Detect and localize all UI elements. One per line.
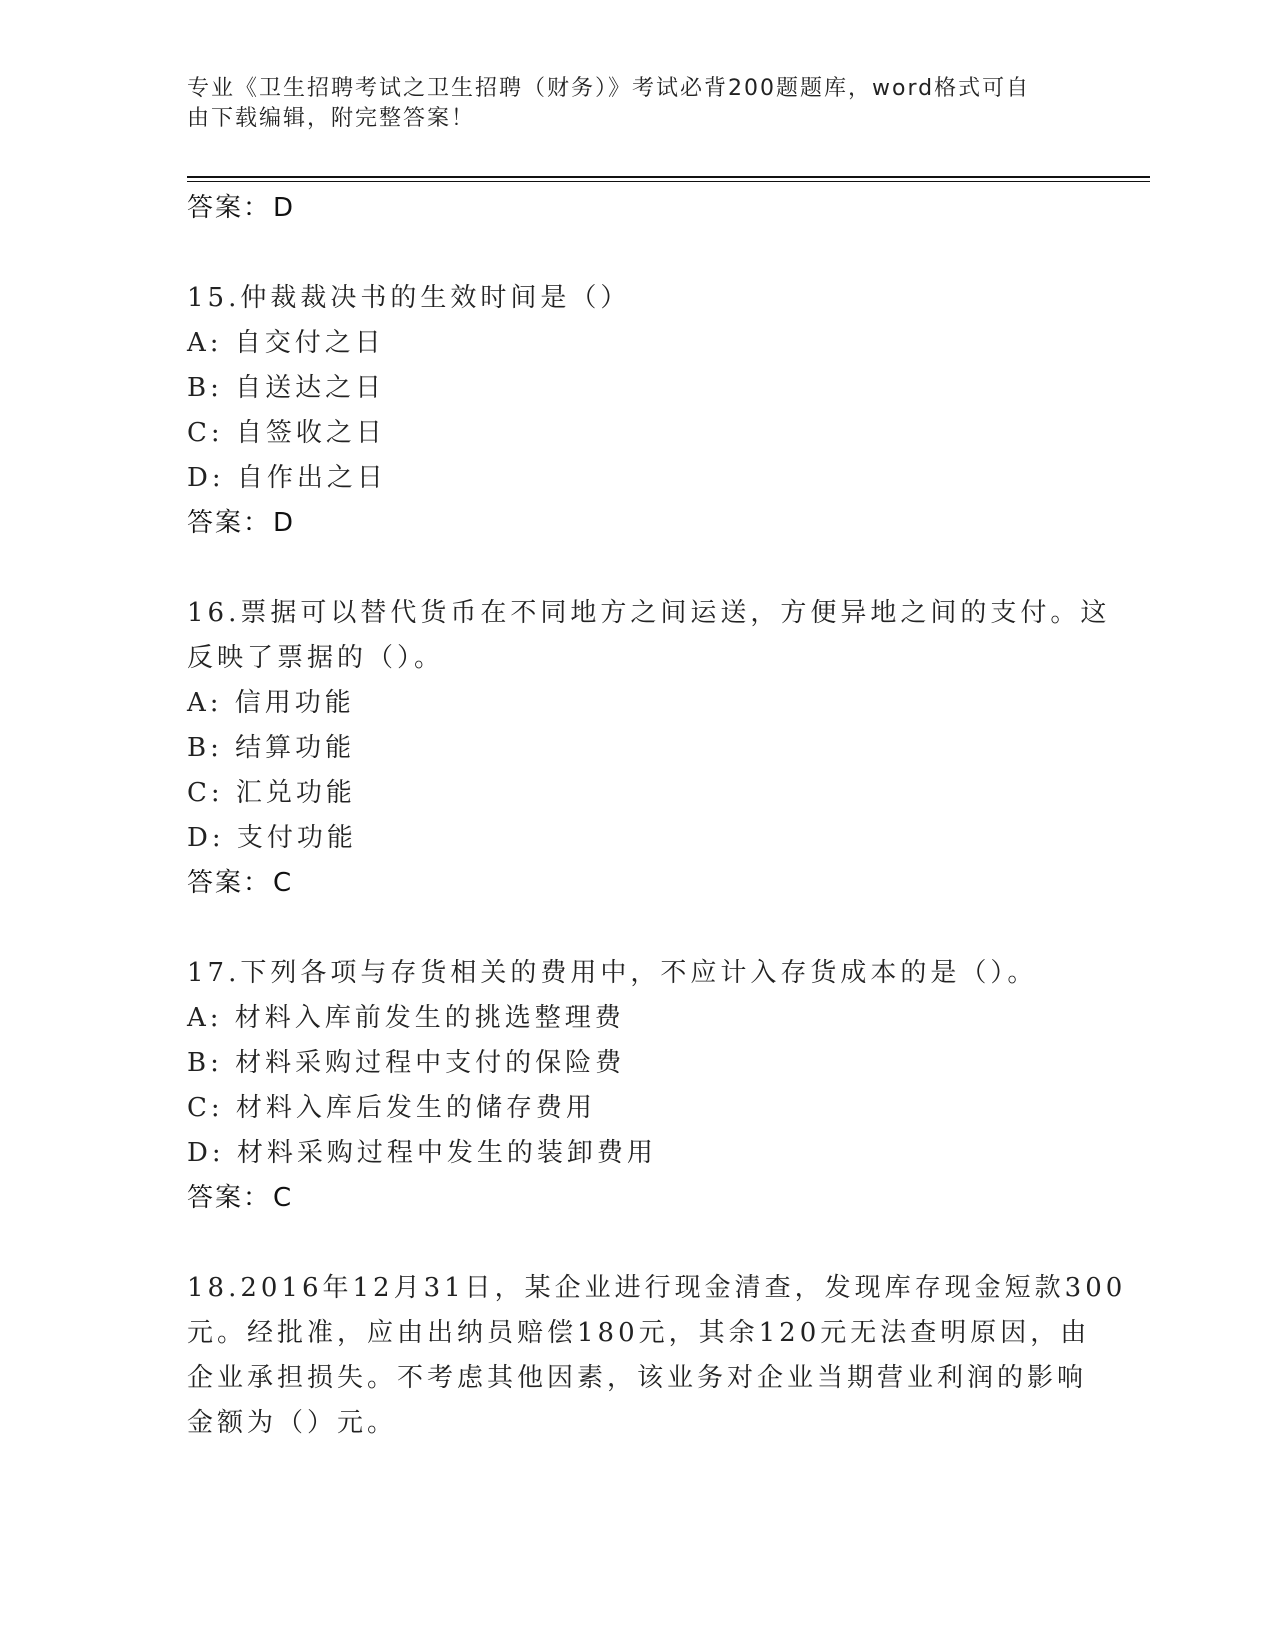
spacer xyxy=(187,1221,1087,1266)
question-stem-line: 17.下列各项与存货相关的费用中，不应计入存货成本的是（）。 xyxy=(187,958,1038,988)
header-line-1: 专业《卫生招聘考试之卫生招聘（财务）》考试必背200题题库，word格式可自 xyxy=(187,76,1031,101)
answer-line xyxy=(187,861,1087,906)
answer-line xyxy=(187,501,1087,546)
question-stem-line: 16.票据可以替代货币在不同地方之间运送，方便异地之间的支付。这 xyxy=(187,598,1111,628)
answer-line xyxy=(187,1176,1087,1221)
answer-option: A: 自交付之日 xyxy=(187,328,385,358)
answer-value: C xyxy=(273,868,294,898)
header-line-2: 由下载编辑，附完整答案！ xyxy=(187,106,476,131)
answer-option: C: 自签收之日 xyxy=(187,418,386,448)
answer-value: D xyxy=(273,508,296,538)
answer-option: B: 自送达之日 xyxy=(187,373,386,403)
question-stem-line: 企业承担损失。不考虑其他因素，该业务对企业当期营业利润的影响 xyxy=(187,1363,1088,1393)
question-block xyxy=(187,951,1087,1266)
answer-label: 答案： xyxy=(187,1183,272,1213)
question-stem-line: 元。经批准，应由出纳员赔偿180元，其余120元无法查明原因，由 xyxy=(187,1318,1091,1348)
page-header xyxy=(187,74,1067,134)
answer-option: B: 材料采购过程中支付的保险费 xyxy=(187,1048,626,1078)
question-block xyxy=(187,276,1087,591)
answer-value: C xyxy=(273,1183,294,1213)
answer-option: C: 汇兑功能 xyxy=(187,778,356,808)
answer-label: 答案： xyxy=(187,868,272,898)
answer-option: D: 支付功能 xyxy=(187,823,357,853)
question-stem-line: 金额为（）元。 xyxy=(187,1408,398,1438)
answer-label: 答案： xyxy=(187,193,272,223)
answer-option: D: 材料采购过程中发生的装卸费用 xyxy=(187,1138,657,1168)
questions-container xyxy=(187,276,1127,1446)
answer-option: A: 信用功能 xyxy=(187,688,355,718)
spacer xyxy=(187,231,1087,276)
header-divider-thick xyxy=(187,176,1150,178)
header-divider-thin xyxy=(187,181,1150,182)
question-block xyxy=(187,591,1111,951)
question-block xyxy=(187,1266,1127,1446)
question-stem-line: 反映了票据的（）。 xyxy=(187,643,445,673)
answer-option: C: 材料入库后发生的储存费用 xyxy=(187,1093,596,1123)
answer-option: D: 自作出之日 xyxy=(187,463,387,493)
question-stem-line: 18.2016年12月31日，某企业进行现金清查，发现库存现金短款300 xyxy=(187,1273,1127,1303)
spacer xyxy=(187,906,1087,951)
answer-value: D xyxy=(273,193,296,223)
answer-line xyxy=(187,186,1087,231)
question-list xyxy=(187,186,1127,1446)
question-stem-line: 15.仲裁裁决书的生效时间是（） xyxy=(187,283,631,313)
spacer xyxy=(187,546,1087,591)
answer-option: A: 材料入库前发生的挑选整理费 xyxy=(187,1003,625,1033)
answer-label: 答案： xyxy=(187,508,272,538)
answer-option: B: 结算功能 xyxy=(187,733,356,763)
